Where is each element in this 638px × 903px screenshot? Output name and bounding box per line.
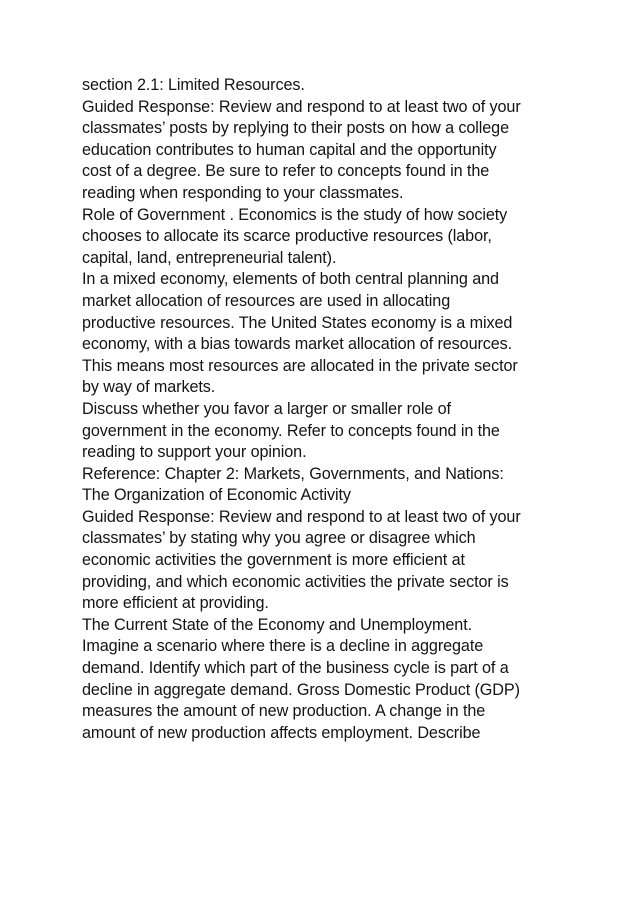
text-line: Imagine a scenario where there is a decline in aggregate xyxy=(82,637,484,656)
text-line: economic activities the government is more efficient at xyxy=(82,551,465,570)
text-line: education contributes to human capital and the opportunity xyxy=(82,140,497,159)
text-line: demand. Identify which part of the business cycle is part of a xyxy=(82,659,509,678)
text-line: measures the amount of new production. A change in the xyxy=(82,702,486,721)
text-line: decline in aggregate demand. Gross Domestic Product (GDP) xyxy=(82,680,520,699)
text-line: government in the economy. Refer to concepts found in the xyxy=(82,421,500,440)
text-line: classmates’ by stating why you agree or disagree which xyxy=(82,529,476,548)
text-line: The Organization of Economic Activity xyxy=(82,486,351,505)
text-line: classmates’ posts by replying to their posts on how a college xyxy=(82,119,509,138)
text-line: providing, and which economic activities the private sector is xyxy=(82,572,509,591)
text-line: Role of Government . Economics is the study of how society xyxy=(82,205,508,224)
text-line: Discuss whether you favor a larger or smaller role of xyxy=(82,399,451,418)
text-line: section 2.1: Limited Resources. xyxy=(82,76,305,94)
text-line: In a mixed economy, elements of both central planning and xyxy=(82,270,499,289)
text-line: market allocation of resources are used in allocating xyxy=(82,291,451,310)
text-line: reading to support your opinion. xyxy=(82,443,307,462)
text-line: reading when responding to your classmates. xyxy=(82,183,404,202)
text-line: The Current State of the Economy and Unemployment. xyxy=(82,615,472,634)
text-line: Guided Response: Review and respond to at least two of your xyxy=(82,97,521,116)
text-line: This means most resources are allocated in the private sector xyxy=(82,356,518,375)
text-line: Guided Response: Review and respond to at least two of your xyxy=(82,507,521,526)
text-line: chooses to allocate its scarce productive resources (labor, xyxy=(82,227,492,246)
document-page xyxy=(82,75,582,744)
text-line: cost of a degree. Be sure to refer to concepts found in the xyxy=(82,162,490,181)
text-line: productive resources. The United States economy is a mixed xyxy=(82,313,513,332)
text-line: more efficient at providing. xyxy=(82,594,269,613)
text-line: economy, with a bias towards market allocation of resources. xyxy=(82,335,513,354)
text-line: amount of new production affects employment. Describe xyxy=(82,723,481,742)
text-line: Reference: Chapter 2: Markets, Governments, and Nations: xyxy=(82,464,504,483)
text-line: by way of markets. xyxy=(82,378,216,397)
text-line: capital, land, entrepreneurial talent). xyxy=(82,248,337,267)
